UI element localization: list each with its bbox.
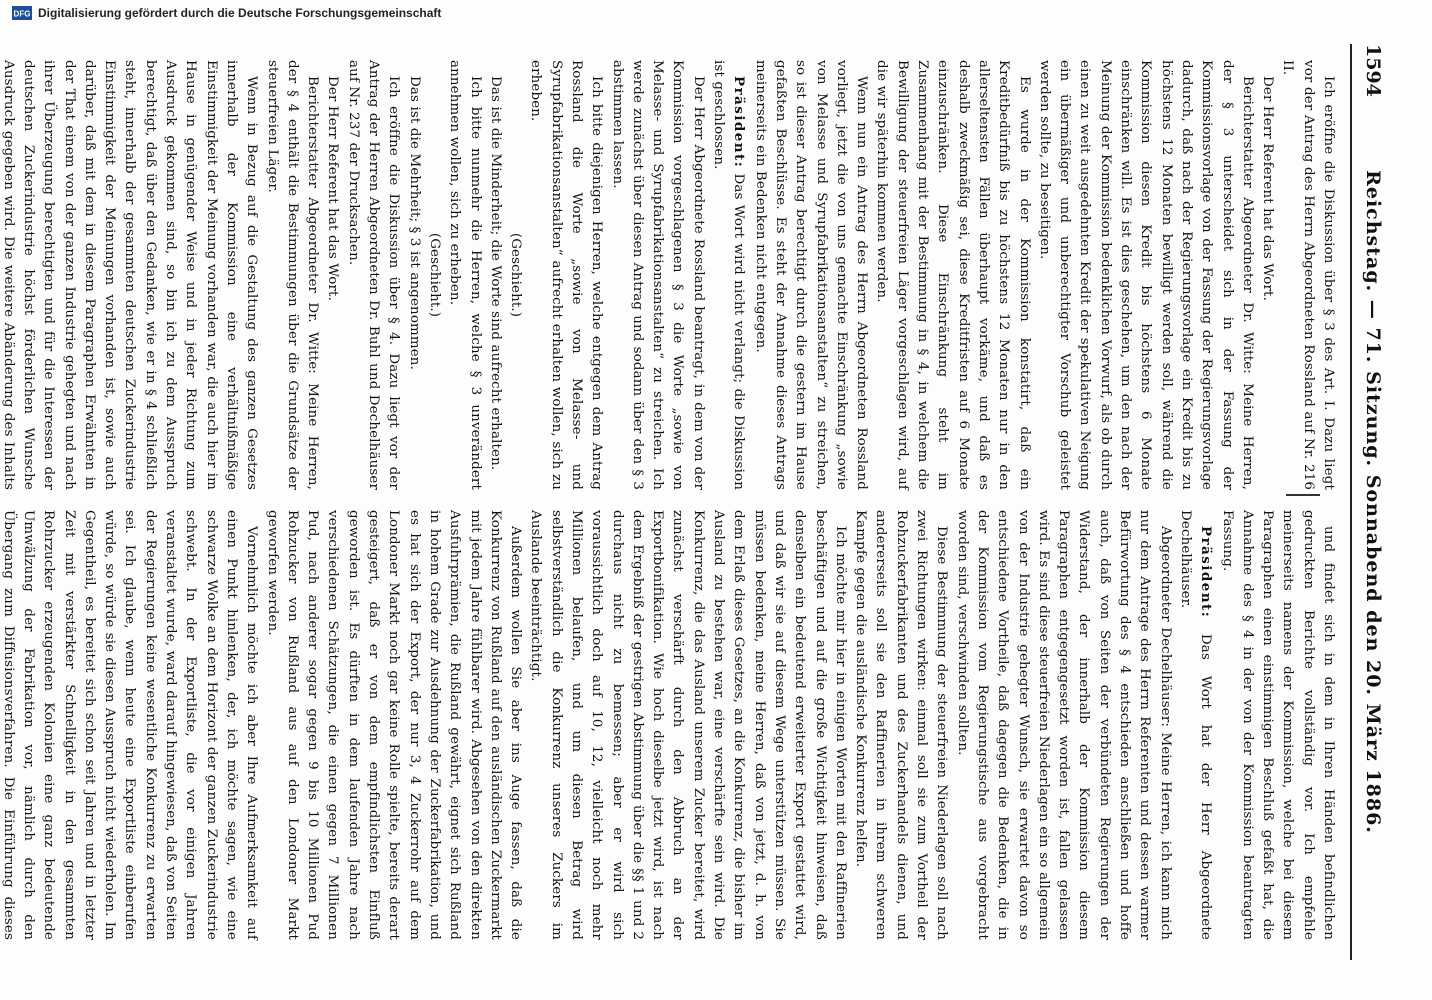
left-paragraph (525, 60, 606, 490)
running-title: Reichstag. — 71. Sitzung. Sonnabend den 20. März 1886. (1362, 170, 1384, 834)
left-paragraph (708, 60, 750, 490)
speaker-label: Präsident: (731, 76, 748, 169)
paragraph-text: (Geschieht.) (508, 232, 524, 318)
left-paragraph (1277, 60, 1338, 490)
right-paragraph (1216, 510, 1338, 940)
page-header (1350, 44, 1392, 960)
paragraph-text: Abgeordneter Dechelhäuser: Meine Herren, ich kann mich nur dem Antrage des Herrn Referenten und dessen warmer Befürwortung des § 4 entschieden anschließen und hoffe auch, daß von Seiten der verbündeten Regierungen der Widerstand, der innerhalb der Kommission diesem Paragraphen entgegengesetzt worden ist, fallen gelassen wird. Es sind diese steuerfreien Niederlagen ein so allgemein von der Industrie gehegter Wunsch, sie erwartet davon so entschiedene Vortheile, daß dagegen die Bedenken, die in der Kommission vom Regierungstische aus vorgebracht worden sind, verschwinden sollten. (954, 510, 1173, 940)
paragraph-text: Es wurde in der Kommission konstatirt, daß ein Kreditbedürfniß bis zu höchstens 12 Monaten nur in den allerseltensten Fällen überhaupt vorkäme, und daß es deshalb zweckmäßig sei, diese Kreditfristen auf 6 Monate einzuschränken. Diese Einschränkung steht im Zusammenhang mit der Bestimmung in § 4, in welchem die Bewilligung der steuerfreien Läger vorgeschlagen wird, auf die wir späterhin kommen werden. (874, 60, 1032, 490)
paragraph-text: Das Wort wird nicht verlangt; die Diskussion ist geschlossen. (711, 60, 747, 490)
text-column-left (0, 60, 1338, 490)
left-paragraph (485, 60, 505, 490)
left-paragraph (1257, 60, 1277, 490)
text-column-right (0, 510, 1338, 940)
left-paragraph (0, 60, 261, 490)
paragraph-text: Das Wort hat der Herr Abgeordnete Dechelhäuser. (1177, 510, 1214, 940)
column-rule (1286, 494, 1320, 496)
left-paragraph (322, 60, 342, 490)
left-paragraph (403, 60, 423, 490)
speaker-label: Präsident: (1198, 526, 1215, 619)
digitization-footer (12, 0, 1432, 26)
paragraph-text: Der Herr Abgeordnete Rossland beantragt, in dem von der Kommission vorgeschlagenen § 3 die Worte „sowie von Melasse- und Syrupfabrikationsanstalten“ zu streichen. Ich werde zunächst über diesen Antrag und sodann über den § 3 abstimmen lassen. (609, 60, 706, 490)
paragraph-text: Außerdem wollen Sie aber ins Auge fassen, daß die Konkurrenz von Rußland auf den ausländischen Zuckermarkt mit jedem Jahre fühlbarer wird. Abgesehen von den direkten Ausfuhrprämien, die Rußland gewährt, eignet sich Rußland in hohem Grade zur Ausdehnung der Zuckerfabrikation, und es hat sich der Export, der nur 3, 4 Zuckerrohr auf dem Londoner Markt noch gar keine Rolle spielte, bereits derart gesteigert, daß er von dem empfindlichsten Einfluß geworden ist. Es dürften in dem laufenden Jahre nach verschiedenen Schätzungen, die einen gegen 7 Millionen Pud, nach anderer sogar gegen 9 bis 10 Millionen Pud Rohzucker von Rußland aus auf den Londoner Markt geworfen werden. (264, 510, 524, 940)
right-paragraph (1175, 510, 1217, 940)
digitization-credit: Digitalisierung gefördert durch die Deutsche Forschungsgemeinschaft (38, 6, 442, 20)
paragraph-text: Vornehmlich möchte ich aber Ihre Aufmerksamkeit auf einen Punkt hinlenken, der, ich möchte sagen, wie eine schwarze Wolke an dem Horizont der ganzen Zuckerindustrie schwebt. In der Exportliste, die vor einigen Jahren veranstaltet wurde, ward darauf hingewiesen, daß von Seiten der Regierungen keine wesentliche Konkurrenz zu erwarten sei. Ich glaube, wenn heute eine Exportliste einberufen würde, so würde sie diesen Ausspruch nicht wiederholen. Im Gegentheil, es bereitet sich schon seit Jahren und in letzter Zeit mit verstärkter Schnelligkeit in den gesammten Rohrzucker erzeugenden Kolonien eine ganz bedeutende Umwälzung der Fabrikation vor, nämlich durch den Übergang zum Diffusionsverfahren. Die Einführung dieses (0, 510, 260, 940)
paragraph-text: Ich möchte mir hier in einigen Worten mit den Raffinerien beschäftigen und auf die große Wichtigkeit hinweisen, daß denselben ein bedeutend erweiterter Export gestattet wird, und daß wir sie auf diesem Wege unterstützen müssen. Sie müssen bedenken, meine Herren, daß von jetzt, d. h. von dem Erlaß dieses Gesetzes, an die Konkurrenz, die bisher im Ausland zu bestehen war, eine verschärfte sein wird. Die Konkurrenz, die das Ausland unserem Zucker bereitet, wird zunächst verschärft durch den Abbruch an der Exportbonifikation. Wie hoch dieselbe jetzt wird, ist nach dem Ergebniß der gestrigen Abstimmung über die §§ 1 und 2 durchaus nicht zu bemessen; aber er wird sich voraussichtlich doch auf 10, 12, vielleicht noch mehr Millionen belaufen, und um diesen Betrag wird selbstverständlich die Konkurrenz unseres Zuckers im Auslande beeinträchtigt. (528, 510, 848, 940)
left-paragraph (505, 60, 525, 490)
paragraph-text: Ich eröffne die Diskussion über § 4. Dazu liegt vor der Antrag der Herren Abgeordneten Dr. Buhl und Dechelhäuser auf Nr. 237 der Drucksachen. (345, 60, 402, 490)
paragraph-text: Wenn nun ein Antrag des Herrn Abgeordneten Rossland vorliegt, jetzt die von uns gemachte Einschränkung „sowie von Melasse und Syrupfabrikationsanstalten“ zu streichen, so ist dieser Antrag berechtigt durch die gestern im Hause gefaßten Beschlüsse. Es steht der Annahme dieses Antrags meinerseits ein Bedenken nicht entgegen. (752, 60, 870, 490)
right-paragraph (525, 510, 850, 940)
left-paragraph (749, 60, 871, 490)
dfg-logo-text: DFG (13, 9, 31, 19)
left-paragraph (342, 60, 403, 490)
paragraph-text: Das ist die Mehrheit; § 3 ist angenommen. (406, 76, 422, 370)
right-paragraph (951, 510, 1174, 940)
paragraph-text: und findet sich in dem in Ihren Händen befindlichen gedruckten Berichte vollständig vor. Ich empfehle meinerseits namens der Kommission, welche bei diesem Paragraphen einen einstimmigen Beschluß gefaßt hat, die Annahme des § 4 in der von der Kommission beantragten Fassung. (1219, 510, 1336, 940)
paragraph-text: Der Herr Referent hat das Wort. (1260, 76, 1276, 301)
paragraph-text: (Geschieht.) (426, 232, 442, 318)
paragraph-text: Ich bitte nunmehr die Herren, welche § 3 unverändert annehmen wollen, sich zu erheben. (447, 60, 483, 490)
dfg-logo-icon (12, 6, 32, 20)
paragraph-text: Diese Bestimmung der steuerfreien Niederlagen soll nach zwei Richtungen wirken: einmal soll sie zum Vortheil der Rohzuckerfabrikanten und des Zuckerhandels dienen, und andererseits soll sie den Raffinerien in ihrem schweren Kampfe gegen die ausländische Konkurrenz helfen. (853, 510, 950, 940)
paragraph-text: Berichterstatter Abgeordneter Dr. Witte: Meine Herren, der § 4 enthält die Bestimmungen über die Grundsätze der steuerfreien Läger. (264, 60, 321, 490)
paragraph-text: Der Herr Referent hat das Wort. (325, 76, 341, 301)
left-paragraph (444, 60, 485, 490)
left-paragraph (1034, 60, 1257, 490)
left-paragraph (606, 60, 707, 490)
right-paragraph (0, 510, 261, 940)
paragraph-text: Ich eröffne die Diskussion über § 3 des Art. I. Dazu liegt vor der Antrag des Herrn Abgeordneten Rossland auf Nr. 216 II. (1280, 60, 1336, 490)
right-paragraph (261, 510, 525, 940)
left-paragraph (261, 60, 322, 490)
paragraph-text: Wenn in Bezug auf die Gestaltung des ganzen Gesetzes innerhalb der Kommission eine verhältnißmäßige Einstimmigkeit der Meinung vorhanden war, die auch hier im Hause in genügender Weise und in jeder Richtung zum Ausdruck gekommen sind, so bin ich zu dem Ausspruch berechtigt, daß über den Gedanken, wie er in § 4 schließlich steht, innerhalb der gesammten deutschen Zuckerindustrie Einstimmigkeit der Meinungen vorhanden ist, sowie auch darüber, daß mit dem in diesem Paragraphen Erwähnten in der That einem von der ganzen Industrie gehegten und nach ihrer Überzeugung berechtigten und für die Interessen der deutschen Zuckerindustrie höchst förderlichen Wunsche Ausdruck gegeben wird. Die weitere Abänderung des Inhalts (0, 60, 260, 490)
paragraph-text: Das ist die Minderheit; die Worte sind aufrecht erhalten. (487, 76, 503, 471)
page-number: 1594 (1362, 44, 1384, 97)
right-paragraph (850, 510, 951, 940)
paragraph-text: Ich bitte diejenigen Herren, welche entgegen dem Antrag Rossland die Worte „sowie von Melasse- und Syrupfabrikationsanstalten“ aufrecht erhalten wollen, sich zu erheben. (528, 60, 605, 490)
left-paragraph (871, 60, 1033, 490)
left-paragraph (424, 60, 444, 490)
paragraph-text: Berichterstatter Abgeordneter Dr. Witte: Meine Herren, der § 3 unterscheidet sich in der Fassung der Kommissionsvorlage von der Fassung der Regierungsvorlage dadurch, daß nach der Regierungsvorlage ein Kredit bis zu höchstens 12 Monaten bewilligt werden soll, während die Kommission diesen Kredit bis höchstens 6 Monate einschränken will. Es ist dies geschehen, um den nach der Meinung der Kommission bedenklichen Vorwurf, als ob durch einen zu weit ausgedehnten Kredit der spekulativen Neigung ein übermäßiger und unberechtigter Vorschub geleistet werden sollte, zu beseitigen. (1036, 60, 1255, 490)
